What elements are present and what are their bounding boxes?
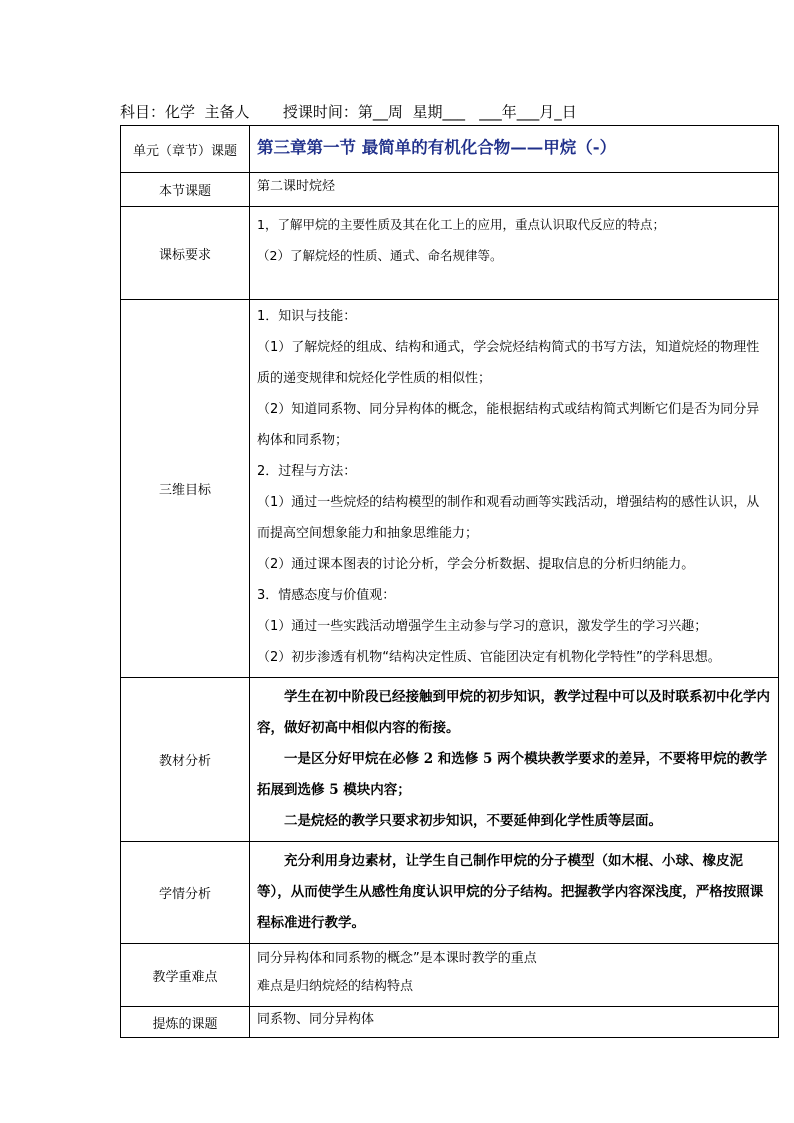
keypoints-line-1: 同分异构体和同系物的概念”是本课时教学的重点: [257, 951, 537, 966]
material-para-3: 二是烷烃的教学只要求初步知识，不要延伸到化学性质等层面。: [284, 813, 662, 829]
material-para-2: 一是区分好甲烷在必修 2 和选修 5 两个模块教学要求的差异，不要将甲烷的教学拓展到选修 5 模块内容；: [257, 751, 768, 798]
label-refined: 提炼的课题: [121, 1007, 250, 1038]
row-refined: [121, 1007, 779, 1038]
label-goals: 三维目标: [121, 300, 250, 678]
row-students: [121, 842, 779, 944]
goals-line-4: 2．过程与方法：: [257, 464, 357, 479]
lesson-plan-table: [120, 125, 779, 1038]
refined-value: 同系物、同分异构体: [257, 1012, 375, 1027]
unit-title: 第三章第一节 最简单的有机化合物——甲烷（-）: [257, 138, 617, 157]
row-topic: [121, 173, 779, 207]
row-material: [121, 678, 779, 842]
goals-line-8: （1）通过一些实践活动增强学生主动参与学习的意识，激发学生的学习兴趣；: [257, 619, 708, 634]
label-unit: 单元（章节）课题: [121, 126, 250, 173]
standard-line-2: （2）了解烷烃的性质、通式、命名规律等。: [257, 248, 503, 263]
header-line: 科目：化学 主备人 授课时间：第__周 星期___ ___年___月_日: [120, 103, 577, 121]
goals-line-6: （2）通过课本图表的讨论分析，学会分析数据、提取信息的分析归纳能力。: [257, 557, 695, 572]
goals-line-7: 3．情感态度与价值观：: [257, 588, 396, 603]
goals-line-9: （2）初步渗透有机物“结构决定性质、官能团决定有机物化学特性”的学科思想。: [257, 650, 721, 665]
students-para-1: 充分利用身边素材，让学生自己制作甲烷的分子模型（如木棍、小球、橡皮泥等），从而使学生从感性角度认识甲烷的分子结构。把握教学内容深浅度，严格按照课程标准进行教学。: [257, 853, 764, 931]
row-standard: [121, 207, 779, 300]
goals-line-5: （1）通过一些烷烃的结构模型的制作和观看动画等实践活动，增强结构的感性认识，从而提高空间想象能力和抽象思维能力；: [257, 495, 760, 541]
material-para-1: 学生在初中阶段已经接触到甲烷的初步知识，教学过程中可以及时联系初中化学内容，做好初高中相似内容的衔接。: [257, 689, 770, 736]
label-material: 教材分析: [121, 678, 250, 842]
label-standard: 课标要求: [121, 207, 250, 300]
label-keypoints: 教学重难点: [121, 944, 250, 1007]
goals-line-3: （2）知道同系物、同分异构体的概念，能根据结构式或结构简式判断它们是否为同分异构体和同系物；: [257, 402, 760, 448]
label-topic: 本节课题: [121, 173, 250, 207]
topic-value: 第二课时烷烃: [257, 179, 336, 194]
goals-line-1: 1．知识与技能：: [257, 309, 357, 324]
label-students: 学情分析: [121, 842, 250, 944]
keypoints-line-2: 难点是归纳烷烃的结构特点: [257, 979, 414, 994]
row-goals: [121, 300, 779, 678]
goals-line-2: （1）了解烷烃的组成、结构和通式，学会烷烃结构简式的书写方法，知道烷烃的物理性质的递变规律和烷烃化学性质的相似性；: [257, 340, 760, 386]
row-keypoints: [121, 944, 779, 1007]
standard-line-1: 1，了解甲烷的主要性质及其在化工上的应用，重点认识取代反应的特点；: [257, 217, 665, 232]
row-unit: [121, 126, 779, 173]
